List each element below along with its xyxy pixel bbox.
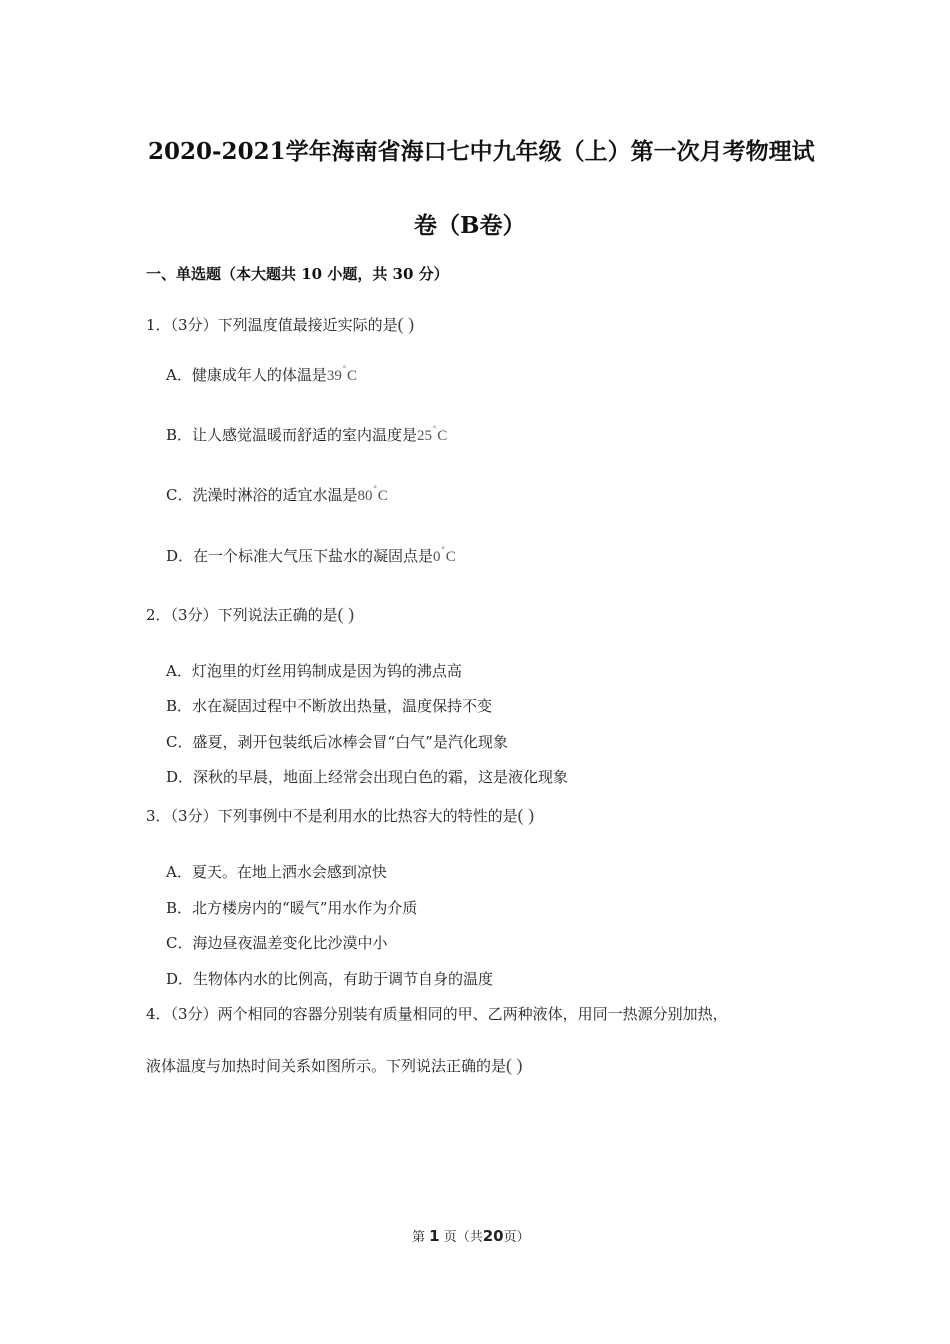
temperature-value: 39°C [326, 364, 358, 384]
question-stem-text: 液体温度与加热时间关系如图所示。下列说法正确的是 [146, 1057, 507, 1075]
temperature-value: 0°C [433, 545, 456, 565]
total-page-count: 20 [482, 1227, 504, 1245]
option-text: C．洗澡时淋浴的适宜水温是 [166, 486, 358, 504]
question-1-stem [146, 314, 414, 335]
question-2-option-d: D．深秋的早晨，地面上经常会出现白色的霜，这是液化现象 [166, 768, 569, 786]
question-2-stem [146, 604, 354, 625]
question-3-option-a: A．夏天。在地上洒水会感到凉快 [166, 863, 387, 881]
answer-paren: ( ) [397, 314, 415, 334]
page-title-line1: 2020-2021学年海南省海口七中九年级（上）第一次月考物理试 [148, 138, 815, 165]
question-3-option-c: C．海边昼夜温差变化比沙漠中小 [166, 934, 388, 952]
question-1-option-b [166, 424, 447, 445]
question-3-option-d: D．生物体内水的比例高，有助于调节自身的温度 [166, 970, 494, 988]
question-3-option-b: B．北方楼房内的“暖气”用水作为介质 [166, 899, 418, 917]
question-2-option-b: B．水在凝固过程中不断放出热量，温度保持不变 [166, 697, 493, 715]
question-stem-text: 3．（3分）下列事例中不是利用水的比热容大的特性的是 [146, 807, 518, 825]
question-4-stem-line1: 4．（3分）两个相同的容器分别装有质量相同的甲、乙两种液体，用同一热源分别加热， [146, 1005, 728, 1023]
temperature-value: 80°C [357, 484, 388, 504]
question-4-stem-line2 [146, 1055, 523, 1076]
page-footer: 第 1 页（共20页） [412, 1227, 530, 1245]
question-1-option-c [166, 484, 388, 505]
temperature-value: 25°C [417, 424, 448, 444]
question-stem-text: 2．（3分）下列说法正确的是 [146, 606, 338, 624]
answer-paren: ( ) [506, 1055, 523, 1075]
option-text: B．让人感觉温暖而舒适的室内温度是 [166, 426, 418, 444]
page-title-line2: 卷（B卷） [414, 212, 526, 239]
question-1-option-d [166, 545, 456, 566]
question-stem-text: 1．（3分）下列温度值最接近实际的是 [146, 316, 398, 334]
question-2-option-a: A．灯泡里的灯丝用钨制成是因为钨的沸点高 [166, 662, 462, 680]
question-3-stem [146, 805, 534, 826]
question-2-option-c: C．盛夏，剥开包装纸后冰棒会冒“白气”是汽化现象 [166, 733, 508, 751]
question-1-option-a [166, 364, 357, 385]
section-heading: 一、单选题（本大题共 10 小题，共 30 分） [146, 265, 449, 283]
option-text: A．健康成年人的体温是 [166, 366, 327, 384]
current-page-number: 1 [429, 1227, 440, 1245]
answer-paren: ( ) [517, 805, 535, 825]
answer-paren: ( ) [337, 604, 355, 624]
option-text: D．在一个标准大气压下盐水的凝固点是 [166, 547, 434, 565]
